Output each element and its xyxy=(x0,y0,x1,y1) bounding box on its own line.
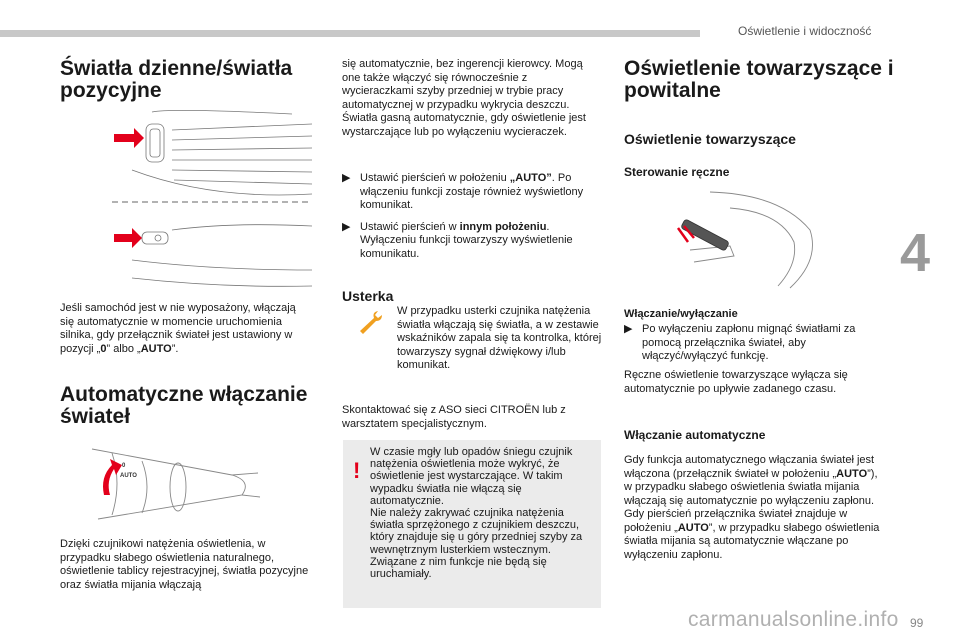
warning-text: W czasie mgły lub opadów śniegu czujnik natężenia oświetlenia może wykryć, że oświetlenie jest wystarczające. W takim wypadku światła nie włączą się automatycznie. Nie należy zakrywać czujnika natężenia światła sprzężonego z czujnikiem deszczu, który znajduje się u góry przedniej szyby za wewnętrznym lusterkiem wstecznym. Związane z nim funkcje nie będą się uruchamiały. xyxy=(370,446,583,581)
switch-bullet xyxy=(624,323,886,364)
chapter-title: Oświetlenie i widoczność xyxy=(738,24,872,38)
section-title-auto-lights: Automatyczne włączanie świateł xyxy=(60,383,308,428)
auto-title: Włączanie automatyczne xyxy=(624,428,766,442)
light-switch-illustration xyxy=(82,443,262,521)
stalk-illustration xyxy=(670,190,820,290)
auto-lights-continued: się automatycznie, bez ingerencji kierowcy. Mogą one także włączyć się równocześnie z wycieraczkami szyby przedniej w trybie pracy automatycznej w przypadku wykrycia deszczu. Światła gasną automatycznie, gdy oświetlenie jest wystarczające lub po wyłączeniu wycieraczek. xyxy=(342,58,586,138)
switch-title: Włączanie/wyłączanie xyxy=(624,308,738,320)
front-lights-illustration xyxy=(112,110,312,290)
section-title-guide-lights: Oświetlenie towarzyszące i powitalne xyxy=(624,57,894,102)
svg-text:AUTO: AUTO xyxy=(120,473,137,479)
fault-paragraph: W przypadku usterki czujnika natężenia światła włączają się światła, a w zestawie wskaźników zapala się ta kontrolka, której towarzyszy sygnał dźwiękowy i/lub komunikat. xyxy=(397,305,602,371)
header-bar xyxy=(0,30,700,37)
switch-note: Ręczne oświetlenie towarzyszące wyłącza się automatycznie po upływie zadanego czasu. xyxy=(624,369,848,395)
daytime-lights-paragraph: Jeśli samochód jest w nie wyposażony, włączają się automatycznie w momencie uruchomienia silnika, gdy przełącznik świateł jest ustawiony w pozycji „0” albo „AUTO”. xyxy=(60,302,296,355)
watermark: carmanualsonline.info xyxy=(688,608,899,631)
bullet-item: ▶ Ustawić pierścień w innym położeniu. Wyłączeniu funkcji towarzyszy wyświetlenie komunikatu. xyxy=(342,220,573,260)
section-title-daytime-lights: Światła dzienne/światła pozycyjne xyxy=(60,57,293,102)
auto-lights-paragraph: Dzięki czujnikowi natężenia oświetlenia, w przypadku słabego oświetlenia naturalnego, oświetlenie tablicy rejestracyjnej, światła pozycyjne oraz światła mijania włączają xyxy=(60,538,309,591)
page-number: 99 xyxy=(910,616,924,630)
contact-paragraph: Skontaktować się z ASO sieci CITROËN lub z warsztatem specjalistycznym. xyxy=(342,404,566,430)
bullet-icon: ▶ xyxy=(342,220,351,233)
subtitle-guide-lights: Oświetlenie towarzyszące xyxy=(624,131,796,147)
bullet-item: ▶ Ustawić pierścień w położeniu „AUTO”. Po włączeniu funkcji zostaje również wyświetlony komunikat. xyxy=(342,172,584,211)
bullet-item: ▶ Po wyłączeniu zapłonu mignąć światłami za pomocą przełącznika świateł, aby włączyć/wyłączyć funkcję. xyxy=(624,323,856,362)
bullet-list-auto xyxy=(342,172,600,269)
fault-title: Usterka xyxy=(342,288,394,304)
wrench-icon xyxy=(356,309,386,335)
chapter-number: 4 xyxy=(900,223,931,283)
warning-box xyxy=(343,440,601,608)
subtitle-manual-control: Sterowanie ręczne xyxy=(624,165,730,179)
bullet-icon: ▶ xyxy=(624,323,633,335)
bullet-icon: ▶ xyxy=(342,172,351,184)
auto-paragraph: Gdy funkcja automatycznego włączania świateł jest włączona (przełącznik świateł w położeniu „AUTO”), w przypadku słabego oświetlenia światła mijania włączają się automatycznie po wyłączeniu zapłonu. Gdy pierścień przełącznika świateł znajduje w położeniu „AUTO”, w przypadku słabego oświetlenia światła mijania są automatycznie włączane po wyłączeniu zapłonu. xyxy=(624,454,880,561)
warning-icon: ! xyxy=(353,458,361,483)
svg-text:0: 0 xyxy=(122,463,126,469)
